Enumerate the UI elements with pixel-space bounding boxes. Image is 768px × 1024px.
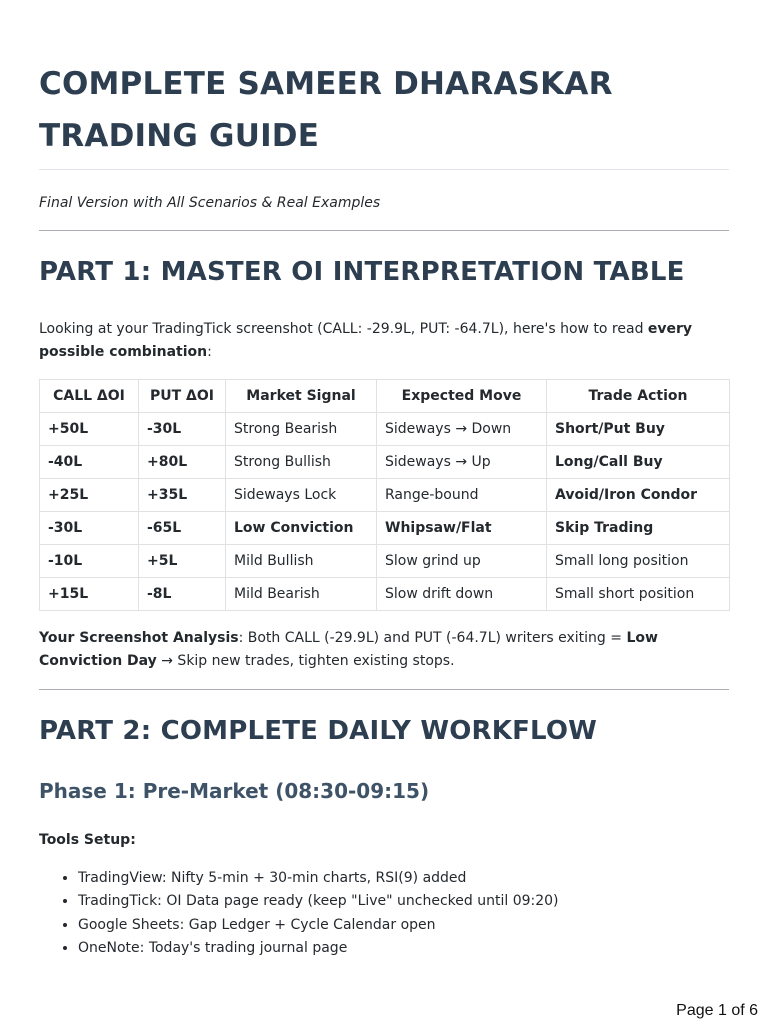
- cell-expected-move: Whipsaw/Flat: [377, 512, 547, 545]
- cell-market-signal: Mild Bullish: [226, 545, 377, 578]
- intro-text: Looking at your TradingTick screenshot (CALL: -29.9L, PUT: -64.7L), here's how to read: [39, 321, 648, 337]
- cell-expected-move: Range-bound: [377, 479, 547, 512]
- header-market-signal: Market Signal: [226, 380, 377, 413]
- cell-market-signal: Low Conviction: [226, 512, 377, 545]
- cell-trade-action: Small long position: [547, 545, 730, 578]
- title-divider: [39, 169, 729, 170]
- cell-expected-move: Sideways → Up: [377, 446, 547, 479]
- intro-end: :: [207, 344, 212, 360]
- tools-setup-label: [39, 829, 729, 852]
- cell-call-oi: -10L: [40, 545, 139, 578]
- analysis-label: Your Screenshot Analysis: [39, 630, 239, 646]
- table-row: [40, 413, 730, 446]
- cell-trade-action: Small short position: [547, 578, 730, 611]
- cell-expected-move: Slow drift down: [377, 578, 547, 611]
- header-trade-action: Trade Action: [547, 380, 730, 413]
- cell-call-oi: +50L: [40, 413, 139, 446]
- cell-market-signal: Strong Bullish: [226, 446, 377, 479]
- cell-expected-move: Sideways → Down: [377, 413, 547, 446]
- screenshot-analysis: [39, 627, 729, 673]
- analysis-end: → Skip new trades, tighten existing stops.: [156, 653, 455, 669]
- cell-put-oi: +80L: [139, 446, 226, 479]
- intro-bold: every possible combination: [39, 321, 693, 360]
- cell-market-signal: Strong Bearish: [226, 413, 377, 446]
- table-row: [40, 479, 730, 512]
- tools-label: Tools Setup: [39, 832, 131, 848]
- list-item: • TradingTick: OI Data page ready (keep "Live" unchecked until 09:20): [78, 890, 559, 913]
- analysis-bold: Low Conviction Day: [39, 630, 658, 669]
- page-number: Page 1 of 6: [676, 1002, 758, 1019]
- cell-trade-action: Long/Call Buy: [547, 446, 730, 479]
- list-item: • OneNote: Today's trading journal page: [78, 937, 559, 960]
- cell-call-oi: +25L: [40, 479, 139, 512]
- document-title: COMPLETE SAMEER DHARASKAR TRADING GUIDE: [39, 66, 613, 154]
- cell-trade-action: Avoid/Iron Condor: [547, 479, 730, 512]
- cell-put-oi: -30L: [139, 413, 226, 446]
- table-header-row: [40, 380, 730, 413]
- header-expected-move: Expected Move: [377, 380, 547, 413]
- oi-interpretation-table: [39, 379, 730, 611]
- cell-market-signal: Mild Bearish: [226, 578, 377, 611]
- header-put-oi: PUT ΔOI: [139, 380, 226, 413]
- cell-put-oi: +5L: [139, 545, 226, 578]
- cell-put-oi: -8L: [139, 578, 226, 611]
- table-row: [40, 512, 730, 545]
- part1-heading: PART 1: MASTER OI INTERPRETATION TABLE: [39, 257, 685, 287]
- phase1-heading: Phase 1: Pre-Market (08:30-09:15): [39, 779, 430, 803]
- analysis-text: : Both CALL (-29.9L) and PUT (-64.7L) writers exiting =: [238, 630, 627, 646]
- part1-intro: [39, 318, 729, 364]
- list-item: • Google Sheets: Gap Ledger + Cycle Calendar open: [78, 914, 559, 937]
- tools-colon: :: [130, 832, 136, 848]
- cell-trade-action: Short/Put Buy: [547, 413, 730, 446]
- list-item: • TradingView: Nifty 5-min + 30-min charts, RSI(9) added: [78, 867, 559, 890]
- table-row: [40, 578, 730, 611]
- document-subtitle: Final Version with All Scenarios & Real Examples: [39, 195, 381, 211]
- header-call-oi: CALL ΔOI: [40, 380, 139, 413]
- table-row: [40, 545, 730, 578]
- part1-divider: [39, 689, 729, 690]
- part2-heading: PART 2: COMPLETE DAILY WORKFLOW: [39, 716, 598, 746]
- cell-call-oi: -40L: [40, 446, 139, 479]
- cell-trade-action: Skip Trading: [547, 512, 730, 545]
- cell-market-signal: Sideways Lock: [226, 479, 377, 512]
- cell-call-oi: +15L: [40, 578, 139, 611]
- cell-call-oi: -30L: [40, 512, 139, 545]
- cell-expected-move: Slow grind up: [377, 545, 547, 578]
- subtitle-divider: [39, 230, 729, 231]
- cell-put-oi: +35L: [139, 479, 226, 512]
- table-row: [40, 446, 730, 479]
- cell-put-oi: -65L: [139, 512, 226, 545]
- tools-list: [39, 867, 559, 960]
